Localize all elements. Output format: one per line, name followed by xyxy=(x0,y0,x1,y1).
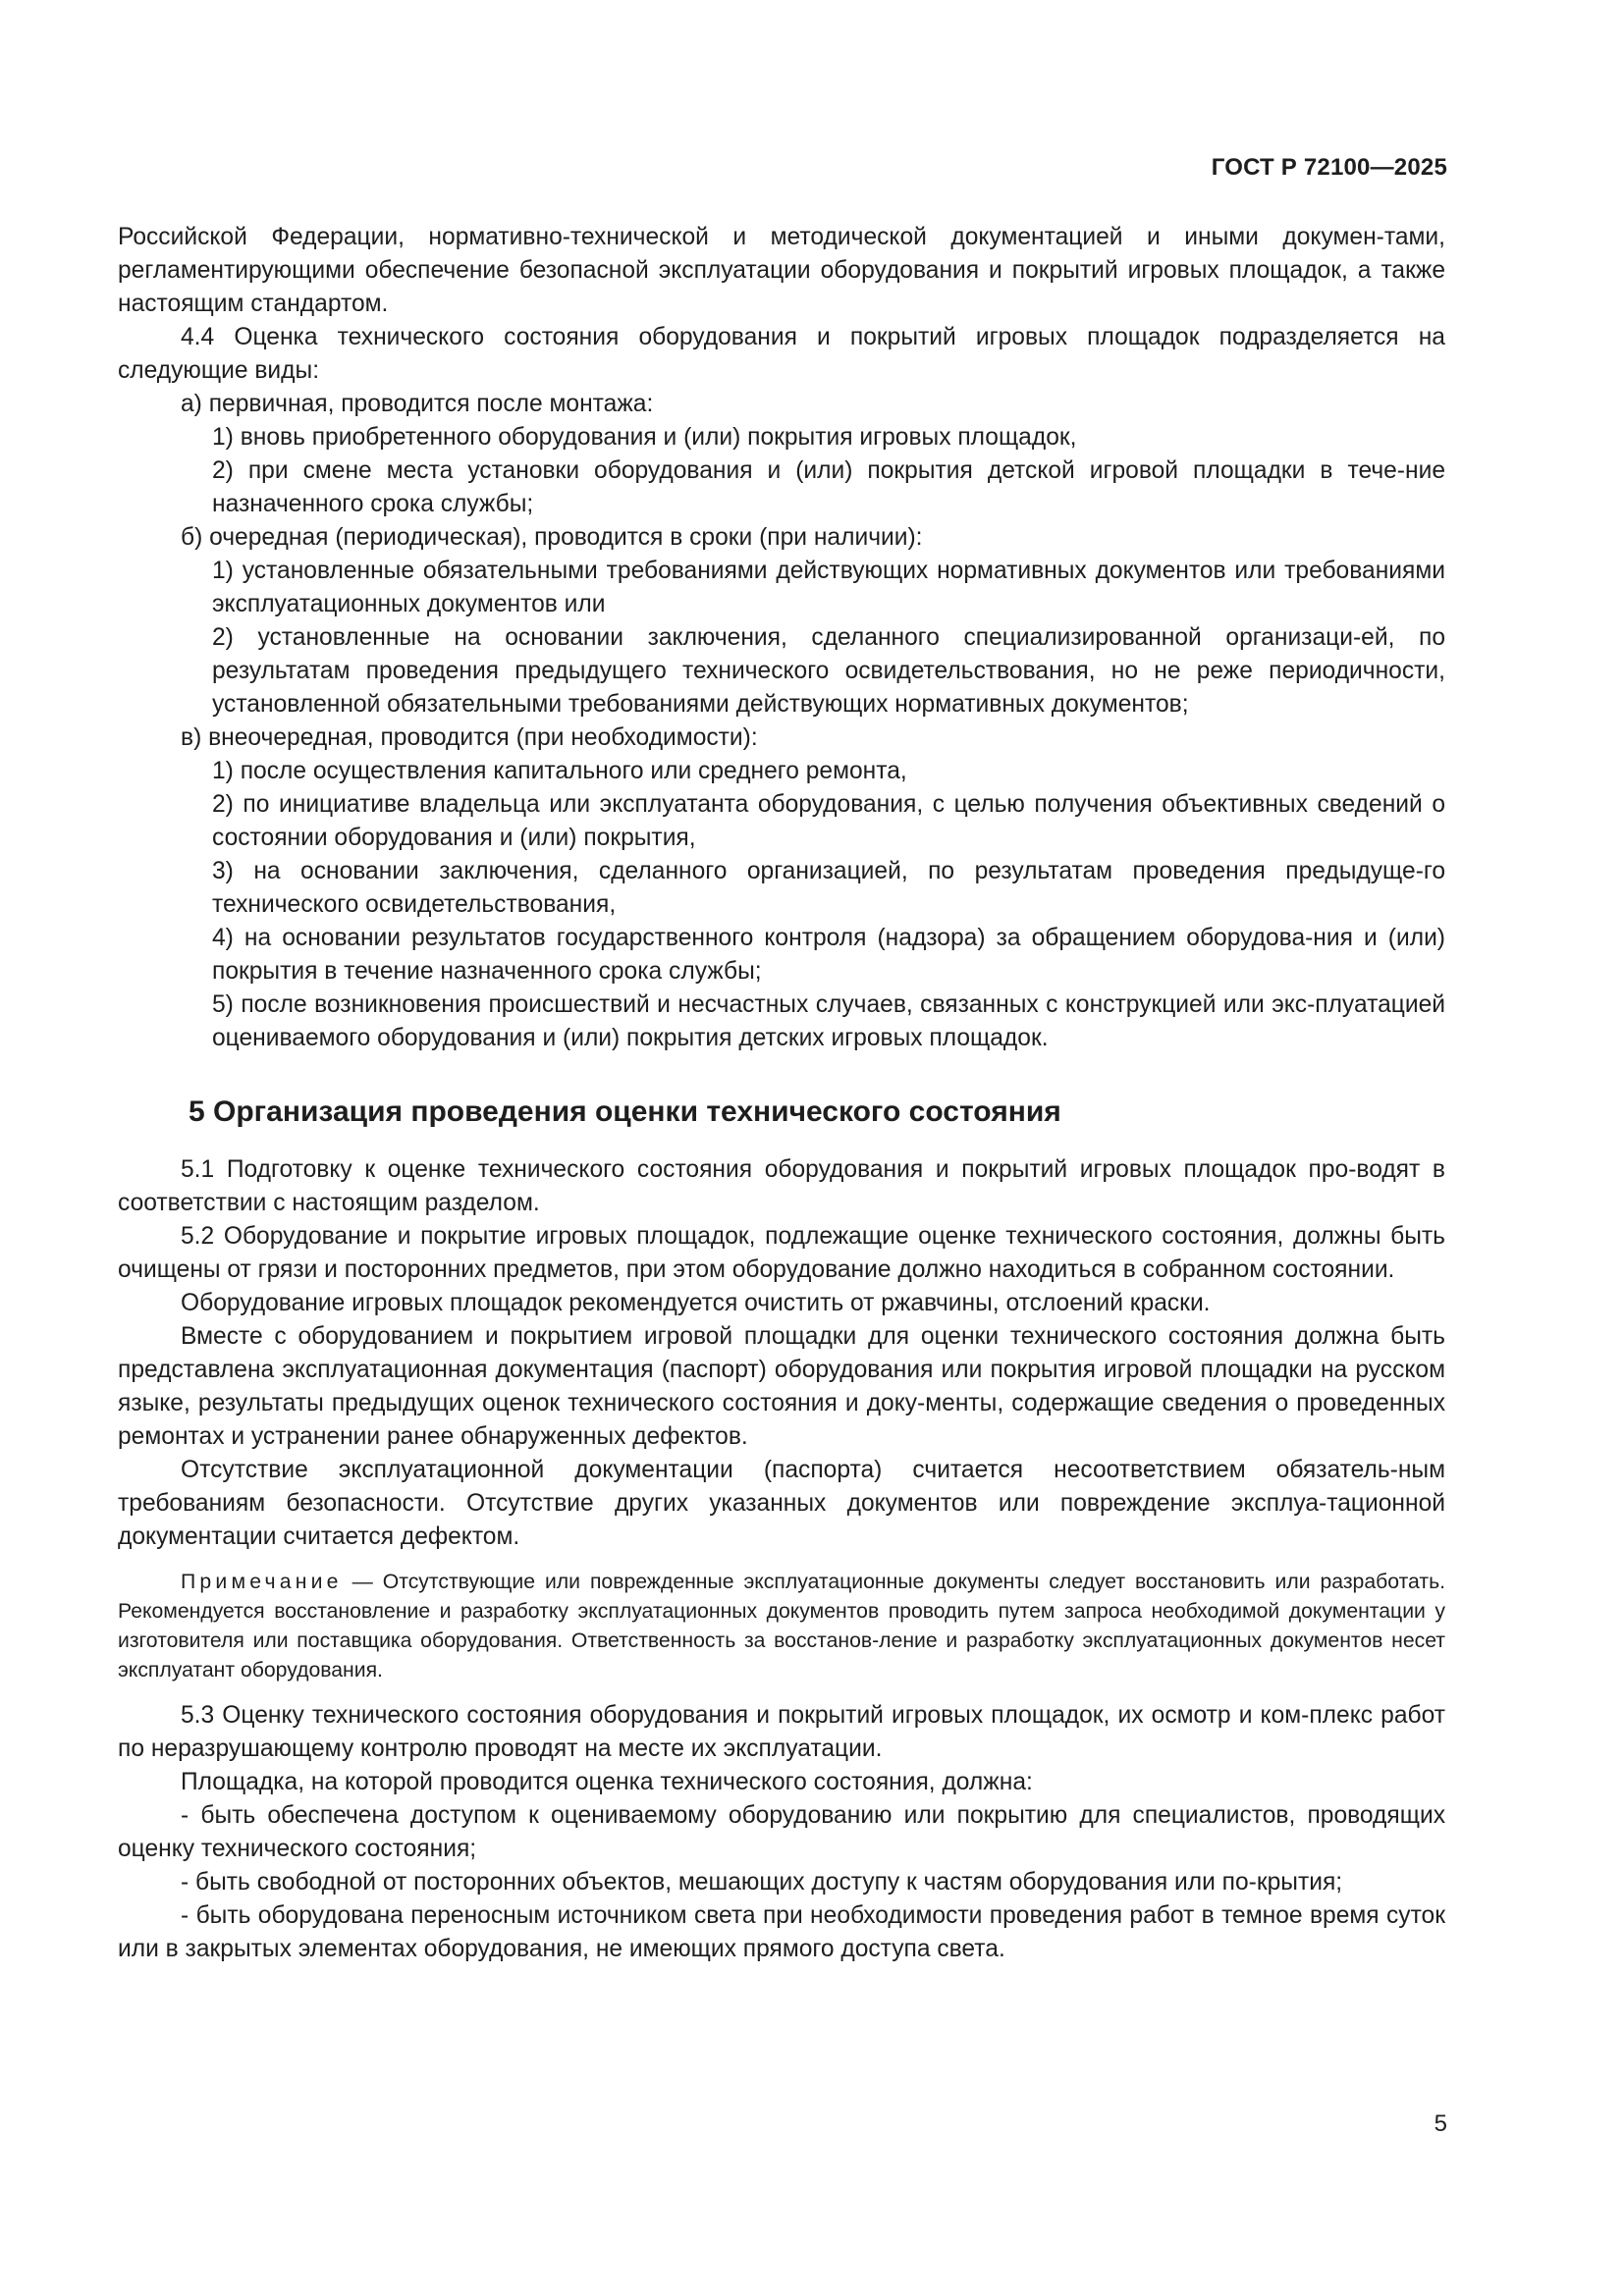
paragraph: Площадка, на которой проводится оценка технического состояния, должна: xyxy=(181,1769,1033,1795)
paragraph: - быть оборудована переносным источником света при необходимости проведения работ в темное время суток или в закрытых элементах оборудования, не имеющих прямого доступа света. xyxy=(118,1902,1445,1962)
note-text: — Отсутствующие или поврежденные эксплуатационные документы следует восстановить или разработать. Рекомендуется восстановление и разработку эксплуатационных документов проводить путем запроса необходимой документации у изготовителя или поставщика оборудования. Ответственность за восстанов-ление и разработку эксплуатационных документов несет эксплуатант оборудования. xyxy=(118,1571,1445,1682)
paragraph: - быть свободной от посторонних объектов, мешающих доступу к частям оборудования или по-крытия; xyxy=(181,1869,1343,1896)
paragraph: а) первичная, проводится после монтажа: xyxy=(181,391,654,417)
paragraph: б) очередная (периодическая), проводится в сроки (при наличии): xyxy=(181,524,923,551)
paragraph: 2) при смене места установки оборудования и (или) покрытия детской игровой площадки в тече-ние назначенного срока службы; xyxy=(212,457,1445,517)
paragraph: 5.2 Оборудование и покрытие игровых площадок, подлежащие оценке технического состояния, должны быть очищены от грязи и посторонних предметов, при этом оборудование должно находиться в собранном состоянии. xyxy=(118,1223,1445,1283)
paragraph: 1) после осуществления капитального или среднего ремонта, xyxy=(212,758,907,784)
page-number: 5 xyxy=(1434,2110,1447,2137)
paragraph: 2) установленные на основании заключения, сделанного специализированной организаци-ей, по результатам проведения предыдущего технического освидетельствования, но не реже периодичности, установленной обязательными требованиями действующих нормативных документов; xyxy=(212,624,1445,718)
paragraph: 5.1 Подготовку к оценке технического состояния оборудования и покрытий игровых площадок про-водят в соответствии с настоящим разделом. xyxy=(118,1156,1445,1216)
paragraph: - быть обеспечена доступом к оцениваемому оборудованию или покрытию для специалистов, проводящих оценку технического состояния; xyxy=(118,1802,1445,1862)
paragraph: 5) после возникновения происшествий и несчастных случаев, связанных с конструкцией или экс-плуатацией оцениваемого оборудования и (или) покрытия детских игровых площадок. xyxy=(212,991,1445,1051)
paragraph: в) внеочередная, проводится (при необходимости): xyxy=(181,724,758,751)
paragraph: Вместе с оборудованием и покрытием игровой площадки для оценки технического состояния должна быть представлена эксплуатационная документация (паспорт) оборудования или покрытия игровой площадки на русском языке, результаты предыдущих оценок технического состояния и доку-менты, содержащие сведения о проведенных ремонтах и устранении ранее обнаруженных дефектов. xyxy=(118,1323,1445,1450)
note-label: Примечание xyxy=(181,1571,343,1593)
note-block xyxy=(118,1568,1445,1685)
page-body xyxy=(118,221,1445,1966)
paragraph: 3) на основании заключения, сделанного организацией, по результатам проведения предыдуще-го технического освидетельствования, xyxy=(212,858,1445,918)
paragraph: 4.4 Оценка технического состояния оборудования и покрытий игровых площадок подразделяется на следующие виды: xyxy=(118,324,1445,384)
document-header-standard: ГОСТ Р 72100—2025 xyxy=(1211,154,1447,181)
paragraph: 2) по инициативе владельца или эксплуатанта оборудования, с целью получения объективных сведений о состоянии оборудования и (или) покрытия, xyxy=(212,791,1445,851)
paragraph: 1) вновь приобретенного оборудования и (или) покрытия игровых площадок, xyxy=(212,424,1077,451)
paragraph: 4) на основании результатов государственного контроля (надзора) за обращением оборудова-ния и (или) покрытия в течение назначенного срока службы; xyxy=(212,925,1445,985)
paragraphs-mid xyxy=(118,1153,1445,1554)
paragraphs-bottom xyxy=(118,1699,1445,1966)
paragraphs-top xyxy=(118,221,1445,1055)
paragraph: Российской Федерации, нормативно-технической и методической документацией и иными докумен-тами, регламентирующими обеспечение безопасной эксплуатации оборудования и покрытий игровых площадок, а также настоящим стандартом. xyxy=(118,224,1445,317)
paragraph: Отсутствие эксплуатационной документации (паспорта) считается несоответствием обязатель-ным требованиям безопасности. Отсутствие других указанных документов или повреждение эксплуа-тационной документации считается дефектом. xyxy=(118,1457,1445,1550)
paragraph: 1) установленные обязательными требованиями действующих нормативных документов или требованиями эксплуатационных документов или xyxy=(212,558,1445,617)
paragraph: 5.3 Оценку технического состояния оборудования и покрытий игровых площадок, их осмотр и ком-плекс работ по неразрушающему контролю проводят на месте их эксплуатации. xyxy=(118,1702,1445,1762)
section-5-heading: 5 Организация проведения оценки технического состояния xyxy=(189,1095,1061,1128)
paragraph: Оборудование игровых площадок рекомендуется очистить от ржавчины, отслоений краски. xyxy=(181,1290,1211,1316)
